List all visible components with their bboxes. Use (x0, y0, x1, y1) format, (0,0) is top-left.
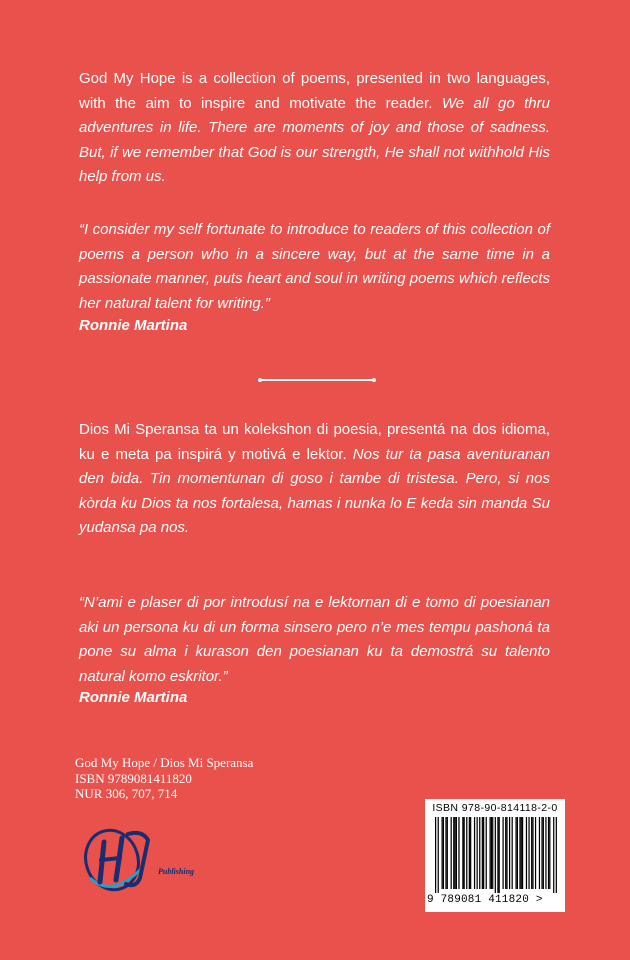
english-blurb (79, 67, 550, 190)
barcode-bar (553, 817, 554, 893)
barcode-bar (490, 817, 491, 889)
english-blurb-italic: We all go thru adventures in life. There are moments of joy and those of sadness. But, if we remember that God is our strength, He shall not withhold His help from us. (79, 94, 550, 185)
barcode-bar (556, 817, 557, 893)
papiamentu-blurb-italic: Nos tur ta pasa aventuranan den bida. Tin momentunan di goso i tambe di tristesa. Pero, si nos kòrda ku Dios ta nos fortalesa, hamas i nunka lo E keda sin manda Su yudansa pa nos. (79, 445, 550, 536)
barcode-bar (499, 817, 500, 893)
barcode-bar (435, 817, 436, 893)
book-info (75, 755, 253, 802)
barcode-bar (441, 817, 442, 889)
barcode-bar (528, 817, 529, 889)
barcode-bar (515, 817, 516, 889)
barcode-bar (506, 817, 507, 889)
barcode-bar (521, 817, 522, 889)
barcode-bar (438, 817, 439, 893)
isbn-barcode (425, 799, 565, 912)
barcode-bar (453, 817, 454, 889)
barcode-bars (435, 817, 557, 893)
papiamentu-blurb (79, 418, 550, 541)
book-title: God My Hope / Dios Mi Speransa (75, 755, 254, 770)
barcode-bar (451, 817, 452, 889)
barcode-bar (479, 817, 480, 889)
divider-dot-right (372, 378, 376, 382)
papiamentu-quote-author: Ronnie Martina (79, 689, 188, 706)
english-quote-author: Ronnie Martina (79, 317, 188, 334)
barcode-bar (495, 817, 496, 893)
barcode-bar (458, 817, 459, 889)
barcode-bar (512, 817, 513, 889)
barcode-bar (474, 817, 475, 889)
barcode-bar (447, 817, 448, 889)
barcode-bar (456, 817, 457, 889)
publisher-logo (82, 820, 202, 900)
barcode-bar (454, 817, 455, 889)
divider-line (261, 379, 373, 381)
barcode-bar (469, 817, 470, 889)
barcode-bar (482, 817, 483, 889)
barcode-bar (502, 817, 503, 889)
barcode-bar (497, 817, 498, 893)
english-blurb-intro: God My Hope is a collection of poems, presented in two languages, with the aim to inspire and motivate the reader. (79, 70, 550, 112)
barcode-bar (548, 817, 549, 889)
barcode-bar (526, 817, 527, 889)
barcode-digits: 9 789081 411820 > (427, 894, 543, 906)
papiamentu-blurb-intro: Dios Mi Speransa ta un kolekshon di poesia, presentá na dos idioma, ku e meta pa inspirá y motivá e lektor. (79, 421, 550, 463)
barcode-bar (491, 817, 492, 889)
barcode-bar (483, 817, 484, 889)
barcode-bar (509, 817, 510, 889)
barcode-bar (462, 817, 463, 889)
book-nur: NUR 306, 707, 714 (75, 786, 178, 801)
barcode-bar (545, 817, 546, 889)
english-quote: “I consider my self fortunate to introduce to readers of this collection of poems a person who in a sincere way, but at the same time in a passionate manner, puts heart and soul in writing poems which reflects her natural talent for writing.” (79, 221, 550, 312)
papiamentu-quote: “N’ami e plaser di por introdusí na e lektornan di e tomo di poesianan aki un persona ku di un forma sinsero pero n’e mes tempu pashoná ta pone su alma i kurason den poesianan ku ta demostrá su talento natural komo eskritor.” (79, 594, 550, 685)
barcode-bar (470, 817, 471, 889)
barcode-bar (549, 817, 550, 889)
barcode-bar (517, 817, 518, 889)
barcode-bar (505, 817, 506, 889)
barcode-bar (535, 817, 536, 889)
barcode-bar (486, 817, 487, 889)
barcode-isbn-label: ISBN 978-90-814118-2-0 (432, 802, 558, 814)
barcode-bar (443, 817, 444, 889)
barcode-bar (445, 817, 446, 889)
barcode-bar (477, 817, 478, 889)
barcode-bar (531, 817, 532, 889)
barcode-bar (541, 817, 542, 889)
barcode-bar (532, 817, 533, 889)
barcode-bar (539, 817, 540, 889)
publisher-logo-icon (82, 820, 202, 900)
barcode-bar (522, 817, 523, 889)
barcode-bar (466, 817, 467, 889)
section-divider (258, 378, 376, 382)
barcode-bar (492, 817, 493, 889)
barcode-bar (519, 817, 520, 889)
book-isbn: ISBN 9789081411820 (75, 770, 192, 786)
publisher-name: Publishing (158, 867, 195, 876)
barcode-bar (543, 817, 544, 889)
barcode-bar (464, 817, 465, 889)
